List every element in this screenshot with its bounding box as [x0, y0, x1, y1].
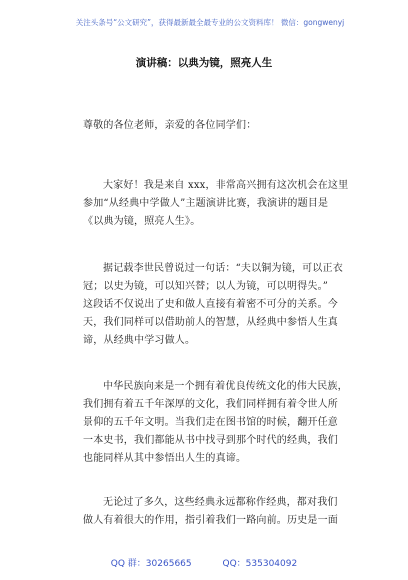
paragraph-line: 一本史书，我们都能从书中找寻到那个时代的经典，我们: [83, 435, 338, 446]
paragraph-line: 做人有着很大的作用，指引着我们一路向前。历史是一面: [83, 515, 338, 526]
page-title: 演讲稿：以典为镜，照亮人生: [135, 57, 273, 69]
paragraph-line: 大家好！我是来自 xxx，非常高兴拥有这次机会在这里: [103, 180, 349, 191]
paragraph-line: 天，我们同样可以借助前人的智慧，从经典中参悟人生真: [83, 317, 338, 328]
salutation-text: 尊敬的各位老师，亲爱的各位同学们：: [83, 120, 257, 131]
paragraph-line: 无论过了多久，这些经典永远都称作经典，都对我们: [103, 497, 338, 508]
paragraph-1: [83, 177, 349, 231]
paragraph-line: 《以典为镜，照亮人生》。: [83, 216, 201, 227]
footer-qq: QQ：535304092: [222, 559, 298, 569]
salutation: [83, 117, 345, 135]
paragraph-line: 冠；以史为镜，可以知兴替；以人为镜，可以明得失。”: [83, 281, 329, 292]
paragraph-line: 我们拥有着五千年深厚的文化，我们同样拥有着令世人所: [83, 399, 338, 410]
paragraph-line: 据记载李世民曾说过一句话：“夫以铜为镜，可以正衣: [103, 263, 343, 274]
paragraph-line: 景仰的五千年文明。当我们走在图书馆的时候，翻开任意: [83, 417, 338, 428]
footer-qq-group: QQ 群：30265665: [110, 559, 192, 569]
paragraph-line: 中华民族向来是一个拥有着优良传统文化的伟大民族，: [103, 381, 348, 392]
paragraph-3: [83, 378, 348, 468]
paragraph-line: 这段话不仅说出了史和做人直接有着密不可分的关系。今: [83, 299, 338, 310]
paragraph-line: 也能同样从其中参悟出人生的真谛。: [83, 453, 247, 464]
paragraph-4: [83, 494, 345, 530]
paragraph-line: 参加“从经典中学做人”主题演讲比赛，我演讲的题目是: [83, 198, 329, 209]
footer: [0, 558, 408, 570]
paragraph-2: [83, 260, 345, 350]
header-banner: 关注头条号“公文研究”，获得最新最全最专业的公文资料库！ 微信：gongwenyj: [75, 18, 345, 27]
paragraph-line: 谛，从经典中学习做人。: [83, 335, 196, 346]
